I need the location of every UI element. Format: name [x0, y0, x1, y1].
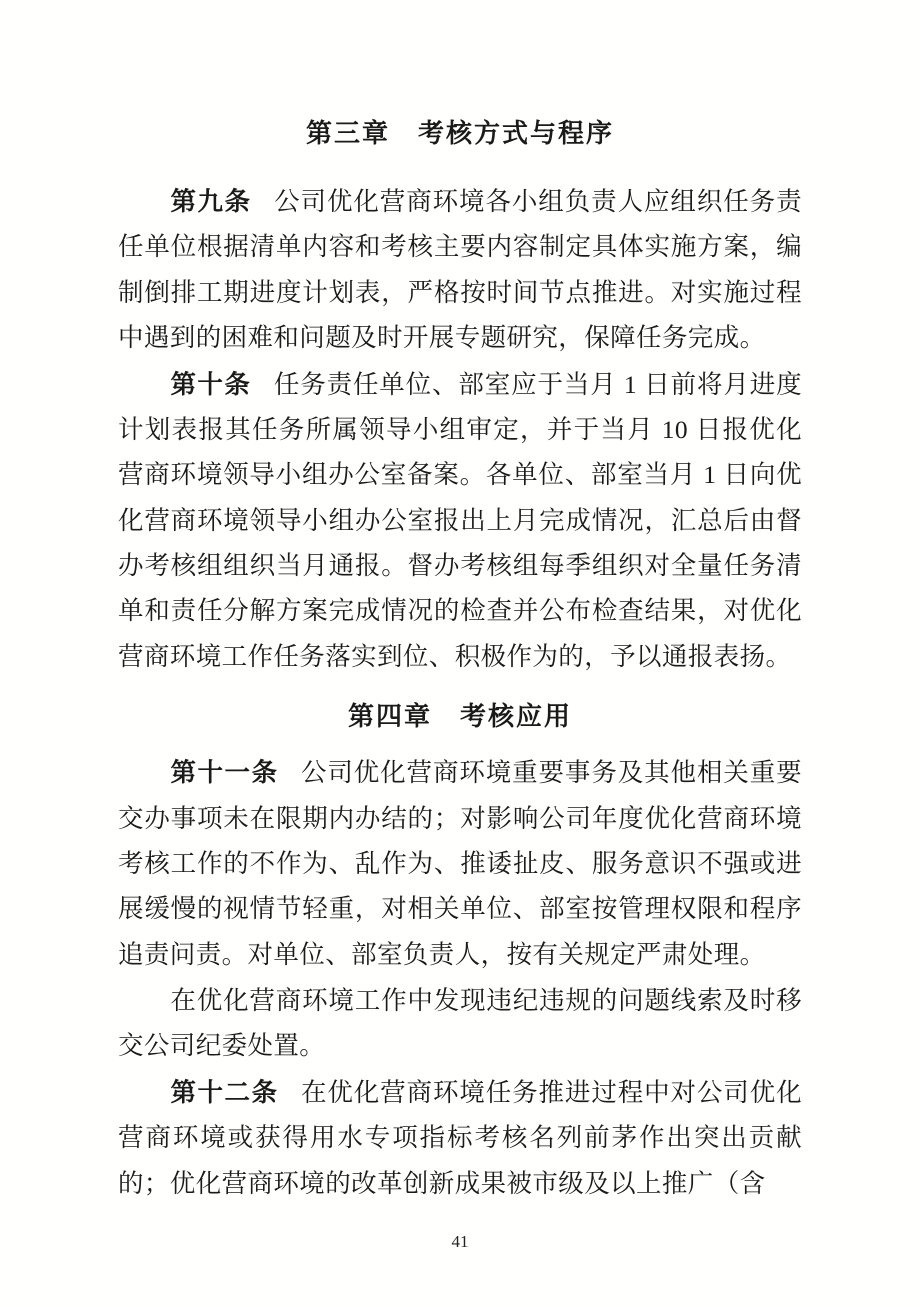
article-twelve-label: 第十二条: [170, 1077, 279, 1107]
article-eleven-continued: [118, 978, 802, 1069]
article-eleven-label: 第十一条: [170, 758, 279, 788]
chapter-three-heading: [118, 114, 802, 153]
chapter-four-prefix: 第四章: [347, 702, 432, 732]
chapter-four-heading: [118, 697, 802, 736]
article-twelve-text: 在优化营商环境任务推进过程中对公司优化营商环境或获得用水专项指标考核名列前茅作出突出贡献的；优化营商环境的改革创新成果被市级及以上推广（含: [118, 1077, 802, 1198]
chapter-three-title: 考核方式与程序: [418, 119, 615, 148]
article-twelve: [118, 1070, 802, 1206]
article-ten: [118, 362, 802, 680]
article-ten-label: 第十条: [170, 369, 252, 399]
chapter-three-prefix: 第三章: [305, 119, 390, 148]
article-eleven: [118, 750, 802, 977]
article-eleven-continued-text: 在优化营商环境工作中发现违纪违规的问题线索及时移交公司纪委处置。: [118, 986, 802, 1061]
article-eleven-text: 公司优化营商环境重要事务及其他相关重要交办事项未在限期内办结的；对影响公司年度优化营商环境考核工作的不作为、乱作为、推诿扯皮、服务意识不强或进展缓慢的视情节轻重，对相关单位、部室按管理权限和程序追责问责。对单位、部室负责人，按有关规定严肃处理。: [118, 758, 802, 969]
article-nine-text: 公司优化营商环境各小组负责人应组织任务责任单位根据清单内容和考核主要内容制定具体实施方案，编制倒排工期进度计划表，严格按时间节点推进。对实施过程中遇到的困难和问题及时开展专题研究，保障任务完成。: [118, 187, 802, 353]
article-ten-text: 任务责任单位、部室应于当月 1 日前将月进度计划表报其任务所属领导小组审定，并于当月 10 日报优化营商环境领导小组办公室备案。各单位、部室当月 1 日向优化营商环境领导小组办公室报出上月完成情况，汇总后由督办考核组组织当月通报。督办考核组每季组织对全量任务清单和责任分解方案完成情况的检查并公布检查结果，对优化营商环境工作任务落实到位、积极作为的，予以通报表扬。: [118, 369, 802, 671]
article-nine-label: 第九条: [170, 187, 252, 216]
chapter-four-title: 考核应用: [460, 702, 573, 732]
article-nine: [118, 179, 802, 361]
page-number: 41: [451, 1232, 469, 1251]
